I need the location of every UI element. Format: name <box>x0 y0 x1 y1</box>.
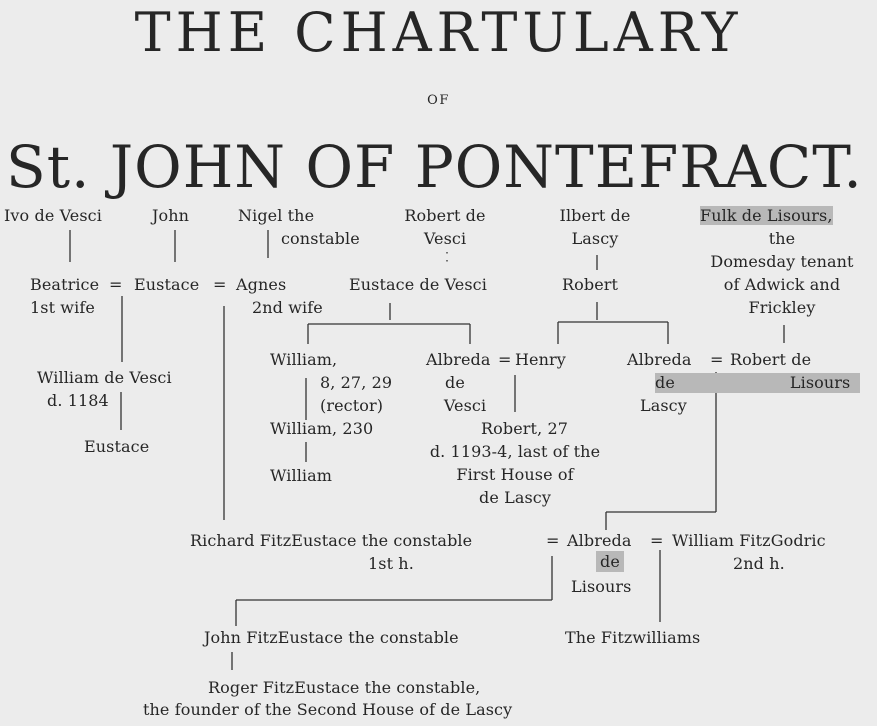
robert-lisours-2: Lisours <box>789 373 851 392</box>
person-roger-fitzeustace: Roger FitzEustace the constable, <box>208 678 481 697</box>
person-john-fitzeustace: John FitzEustace the constable <box>204 628 459 647</box>
marriage-sign: = <box>109 275 123 294</box>
person-ivo-de-vesci: Ivo de Vesci <box>4 206 102 225</box>
person-beatrice: Beatrice <box>30 275 100 294</box>
person-william: William, <box>270 350 338 369</box>
marriage-sign: = <box>546 531 560 550</box>
person-eustace-son: Eustace <box>84 437 150 456</box>
roger-note: the founder of the Second House of de Lascy <box>143 700 513 719</box>
robert-27-death: d. 1193-4, last of the <box>429 442 601 461</box>
page-subtitle: St. JOHN OF PONTEFRACT. <box>6 133 863 201</box>
robert-27-house: First House of <box>456 465 574 484</box>
albreda-vesci-3: Vesci <box>443 396 487 415</box>
person-nigel: Nigel the <box>238 206 315 225</box>
person-fulk-de-lisours <box>700 208 833 224</box>
fulk-note-4: Frickley <box>748 298 816 317</box>
marriage-sign: = <box>710 350 724 369</box>
person-henry: Henry <box>515 350 566 369</box>
fulk-highlight: Fulk de Lisours, <box>700 206 833 225</box>
william-fitzgodric-note: 2nd h. <box>733 554 785 573</box>
person-ilbert-de-lascy-2: Lascy <box>571 229 619 248</box>
person-robert: Robert <box>562 275 619 294</box>
william-de-vesci-death: d. 1184 <box>47 391 109 410</box>
albreda-lisours-3: Lisours <box>571 577 632 596</box>
person-albreda-de-lisours: Albreda <box>567 531 632 550</box>
william-refs: 8, 27, 29 <box>320 373 393 392</box>
beatrice-note: 1st wife <box>30 298 95 317</box>
agnes-note: 2nd wife <box>252 298 323 317</box>
title-connector: OF <box>427 93 450 108</box>
marriage-sign: = <box>650 531 664 550</box>
albreda-vesci-2: de <box>445 373 465 392</box>
fulk-note-3: of Adwick and <box>723 275 841 294</box>
person-william-fitzgodric: William FitzGodric <box>672 531 826 550</box>
family-fitzwilliams: The Fitzwilliams <box>565 628 701 647</box>
person-john: John <box>152 206 190 225</box>
person-robert-de-lisours: Robert de <box>730 350 812 369</box>
person-robert-de-vesci-2: Vesci <box>423 229 467 248</box>
person-richard-fitzeustace: Richard FitzEustace the constable <box>190 531 473 550</box>
person-eustace-de-vesci: Eustace de Vesci <box>349 275 487 294</box>
person-albreda-de-lascy: Albreda <box>627 350 692 369</box>
person-ilbert-de-lascy: Ilbert de <box>559 206 631 225</box>
albreda-lascy-3: Lascy <box>640 396 687 415</box>
person-william-de-vesci: William de Vesci <box>37 368 172 387</box>
person-robert-de-vesci: Robert de <box>404 206 486 225</box>
person-agnes: Agnes <box>236 275 287 294</box>
richard-note: 1st h. <box>368 554 414 573</box>
robert-27-lascy: de Lascy <box>479 488 551 507</box>
fulk-note-1: the <box>768 229 796 248</box>
person-william-grandson: William <box>270 466 333 485</box>
albreda-lisours-2-wrap <box>596 554 624 570</box>
fulk-note-2: Domesday tenant <box>710 252 854 271</box>
marriage-sign: = <box>498 350 512 369</box>
marriage-sign: = <box>213 275 227 294</box>
page-title: THE CHARTULARY <box>134 1 743 64</box>
william-rector: (rector) <box>320 396 384 415</box>
highlight-bar <box>655 373 860 393</box>
person-william-230: William, 230 <box>270 419 374 438</box>
person-robert-27: Robert, 27 <box>481 419 568 438</box>
albreda-lascy-2: de <box>655 373 675 392</box>
person-eustace: Eustace <box>134 275 200 294</box>
person-albreda-de-vesci: Albreda <box>426 350 491 369</box>
albreda-lisours-2: de <box>596 551 624 572</box>
person-nigel-title: constable <box>281 229 360 248</box>
